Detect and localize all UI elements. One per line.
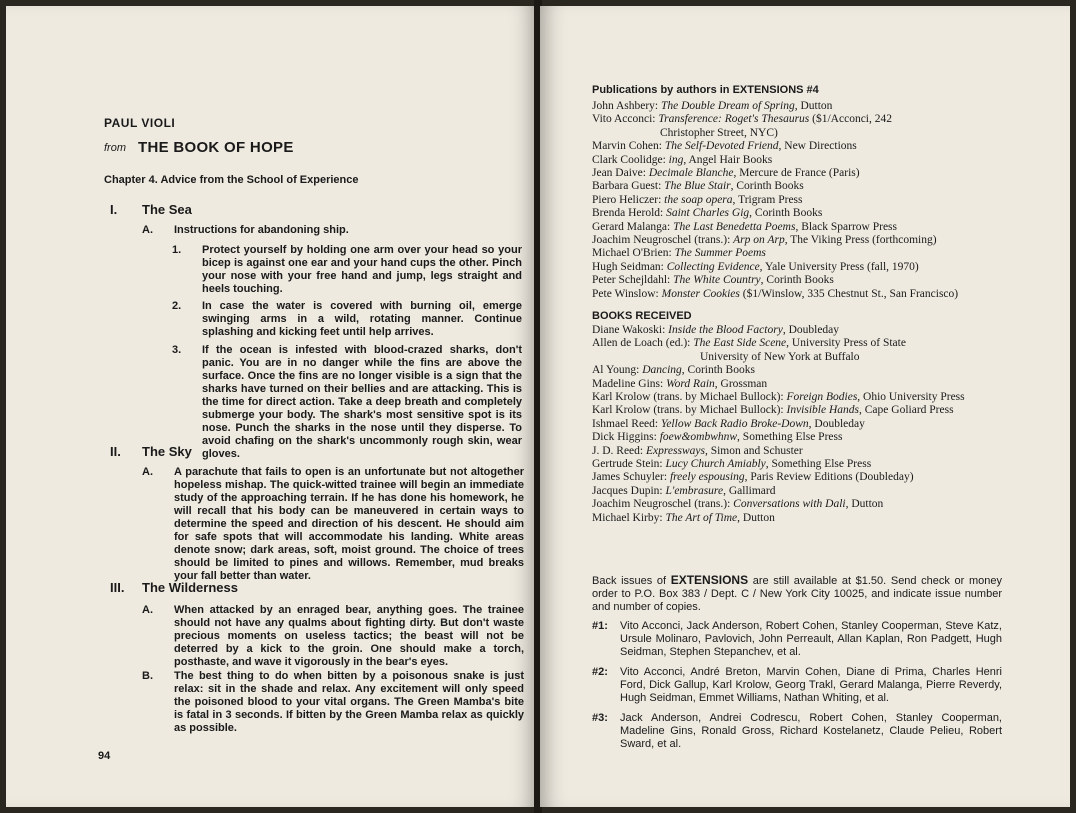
list-item: Piero Heliczer: the soap opera, Trigram Press <box>592 193 803 206</box>
list-item: Diane Wakoski: Inside the Blood Factory, Doubleday <box>592 324 840 336</box>
list-item: Michael Kirby: The Art of Time, Dutton <box>592 511 775 524</box>
section-heading: I. The Sea <box>110 202 192 217</box>
list-item: Marvin Cohen: The Self-Devoted Friend, New Directions <box>592 140 857 153</box>
issue-entry: #1: Vito Acconci, Jack Anderson, Robert Cohen, Stanley Cooperman, Steve Katz, Ursule Molinaro, Pavlovich, John Perreault, Allan Kaplan, Ron Padgett, Hugh Seidman, Stephen Stepanchev, et al. <box>592 620 1002 658</box>
list-item: John Ashbery: The Double Dream of Spring, Dutton <box>592 100 833 112</box>
list-item: Hugh Seidman: Collecting Evidence, Yale University Press (fall, 1970) <box>592 260 919 273</box>
list-item-continuation: University of New York at Buffalo <box>700 350 860 363</box>
sea-item: 1. Protect yourself by holding one arm over your head so your bicep is against one ear and your hand cups the other. Pinch your nose with your free hand and jump, legs straight and heels touching. <box>172 244 522 295</box>
list-item-continuation: Christopher Street, NYC) <box>660 126 778 139</box>
list-item: Jacques Dupin: L'embrasure, Gallimard <box>592 484 776 497</box>
list-item: Dick Higgins: foew&ombwhnw, Something Else Press <box>592 431 843 444</box>
list-item: Al Young: Dancing, Corinth Books <box>592 364 755 377</box>
wilderness-subsection-a: A. When attacked by an enraged bear, anything goes. The trainee should not have any qualms about fighting dirty. But don't waste precious moments on useless tactics; the beast will not be deterred by a kick to the groin. One should make a torch, posthaste, and wave it vigorously in the bear's eyes. <box>142 604 524 668</box>
page-number: 94 <box>98 750 111 762</box>
list-item: Gertrude Stein: Lucy Church Amiably, Something Else Press <box>592 458 872 471</box>
list-item: Madeline Gins: Word Rain, Grossman <box>592 377 768 390</box>
list-item: Karl Krolow (trans. by Michael Bullock): Foreign Bodies, Ohio University Press <box>592 391 965 404</box>
book-title: THE BOOK OF HOPE <box>138 139 294 156</box>
list-item: Jean Daive: Decimale Blanche, Mercure de France (Paris) <box>592 167 860 180</box>
chapter-heading: Chapter 4. Advice from the School of Experience <box>104 174 359 186</box>
sky-subsection-a: A. A parachute that fails to open is an unfortunate but not altogether hopeless mishap. The quick-witted trainee will begin an immediate study of the approaching terrain. If he has done his homework, he will recall that his body can be maneuvered in certain ways to determine the speed and direction of his descent. He should aim for safe spots that will accommodate his landing. White areas denote snow; dark areas, soft, moist ground. The choice of trees should be limited to pines and willows. Remember, mud breaks your fall better than water. <box>142 466 524 582</box>
section-heading: III. The Wilderness <box>110 580 238 595</box>
sea-item: 2. In case the water is covered with burning oil, emerge swinging arms in a wild, rotating manner. Continue splashing and kicking feet until help arrives. <box>172 300 522 338</box>
publications-heading: Publications by authors in EXTENSIONS #4 <box>592 84 819 96</box>
list-item: Gerard Malanga: The Last Benedetta Poems, Black Sparrow Press <box>592 220 898 233</box>
right-page <box>540 6 1070 807</box>
list-item: James Schuyler: freely espousing, Paris Review Editions (Doubleday) <box>592 471 914 484</box>
list-item: Barbara Guest: The Blue Stair, Corinth Books <box>592 180 804 193</box>
list-item: Brenda Herold: Saint Charles Gig, Corinth Books <box>592 207 823 220</box>
section-heading: II. The Sky <box>110 444 192 459</box>
list-item: Clark Coolidge: ing, Angel Hair Books <box>592 153 773 166</box>
from-label: from <box>104 142 126 154</box>
books-received-list <box>592 324 1052 525</box>
list-item: Peter Schejldahl: The White Country, Corinth Books <box>592 274 834 287</box>
author-name: PAUL VIOLI <box>104 116 176 130</box>
issue-entry: #2: Vito Acconci, André Breton, Marvin Cohen, Diane di Prima, Charles Henri Ford, Dick Gallup, Karl Krolow, Georg Trakl, Gerard Malanga, Pierre Reverdy, Hugh Seidman, Emmet Williams, Nathan Whiting, et al. <box>592 666 1002 704</box>
list-item: Joachim Neugroschel (trans.): Arp on Arp, The Viking Press (forthcoming) <box>592 234 937 247</box>
issue-entry: #3: Jack Anderson, Andrei Codrescu, Robert Cohen, Stanley Cooperman, Madeline Gins, Ronald Gross, Richard Kostelanetz, Claude Pelieu, Robert Sward, et al. <box>592 712 1002 750</box>
back-issues-notice: Back issues of EXTENSIONS are still available at $1.50. Send check or money order to P.O. Box 383 / Dept. C / New York City 10025, and indicate issue number and number of copies. <box>592 573 1002 613</box>
sea-item: 3. If the ocean is infested with blood-crazed sharks, don't panic. You are in no danger while the fins are above the surface. Once the fins are no longer visible is a sign that the sharks have turned on their bellies and are attacking. This is the time for direct action. Take a deep breath and completely submerge your body. The shark's most sensitive spot is its nose. Punch the sharks in the nose until they disperse. To avoid chafing on the shark's uncommonly rough skin, wear gloves. <box>172 344 522 460</box>
list-item: Ishmael Reed: Yellow Back Radio Broke-Down, Doubleday <box>592 417 865 430</box>
list-item: Joachim Neugroschel (trans.): Conversations with Dali, Dutton <box>592 498 884 511</box>
list-item: J. D. Reed: Expressways, Simon and Schuster <box>592 444 803 457</box>
list-item: Michael O'Brien: The Summer Poems <box>592 247 766 260</box>
list-item: Karl Krolow (trans. by Michael Bullock): Invisible Hands, Cape Goliard Press <box>592 404 954 417</box>
list-item: Vito Acconci: Transference: Roget's Thesaurus ($1/Acconci, 242 <box>592 113 892 126</box>
publications-list <box>592 100 1052 301</box>
books-received-heading: BOOKS RECEIVED <box>592 310 692 322</box>
left-page <box>6 6 536 807</box>
wilderness-subsection-b: B. The best thing to do when bitten by a poisonous snake is just relax: sit in the shade and relax. Any excitement will only speed the poisoned blood to your vital organs. The Green Mamba's bite is fatal in 3 seconds. If bitten by the Green Mamba relax as quickly as possible. <box>142 670 524 734</box>
sea-subsection-a: A. Instructions for abandoning ship. <box>142 224 349 236</box>
list-item: Pete Winslow: Monster Cookies ($1/Winslow, 335 Chestnut St., San Francisco) <box>592 287 959 300</box>
list-item: Allen de Loach (ed.): The East Side Scene, University Press of State <box>592 337 906 350</box>
